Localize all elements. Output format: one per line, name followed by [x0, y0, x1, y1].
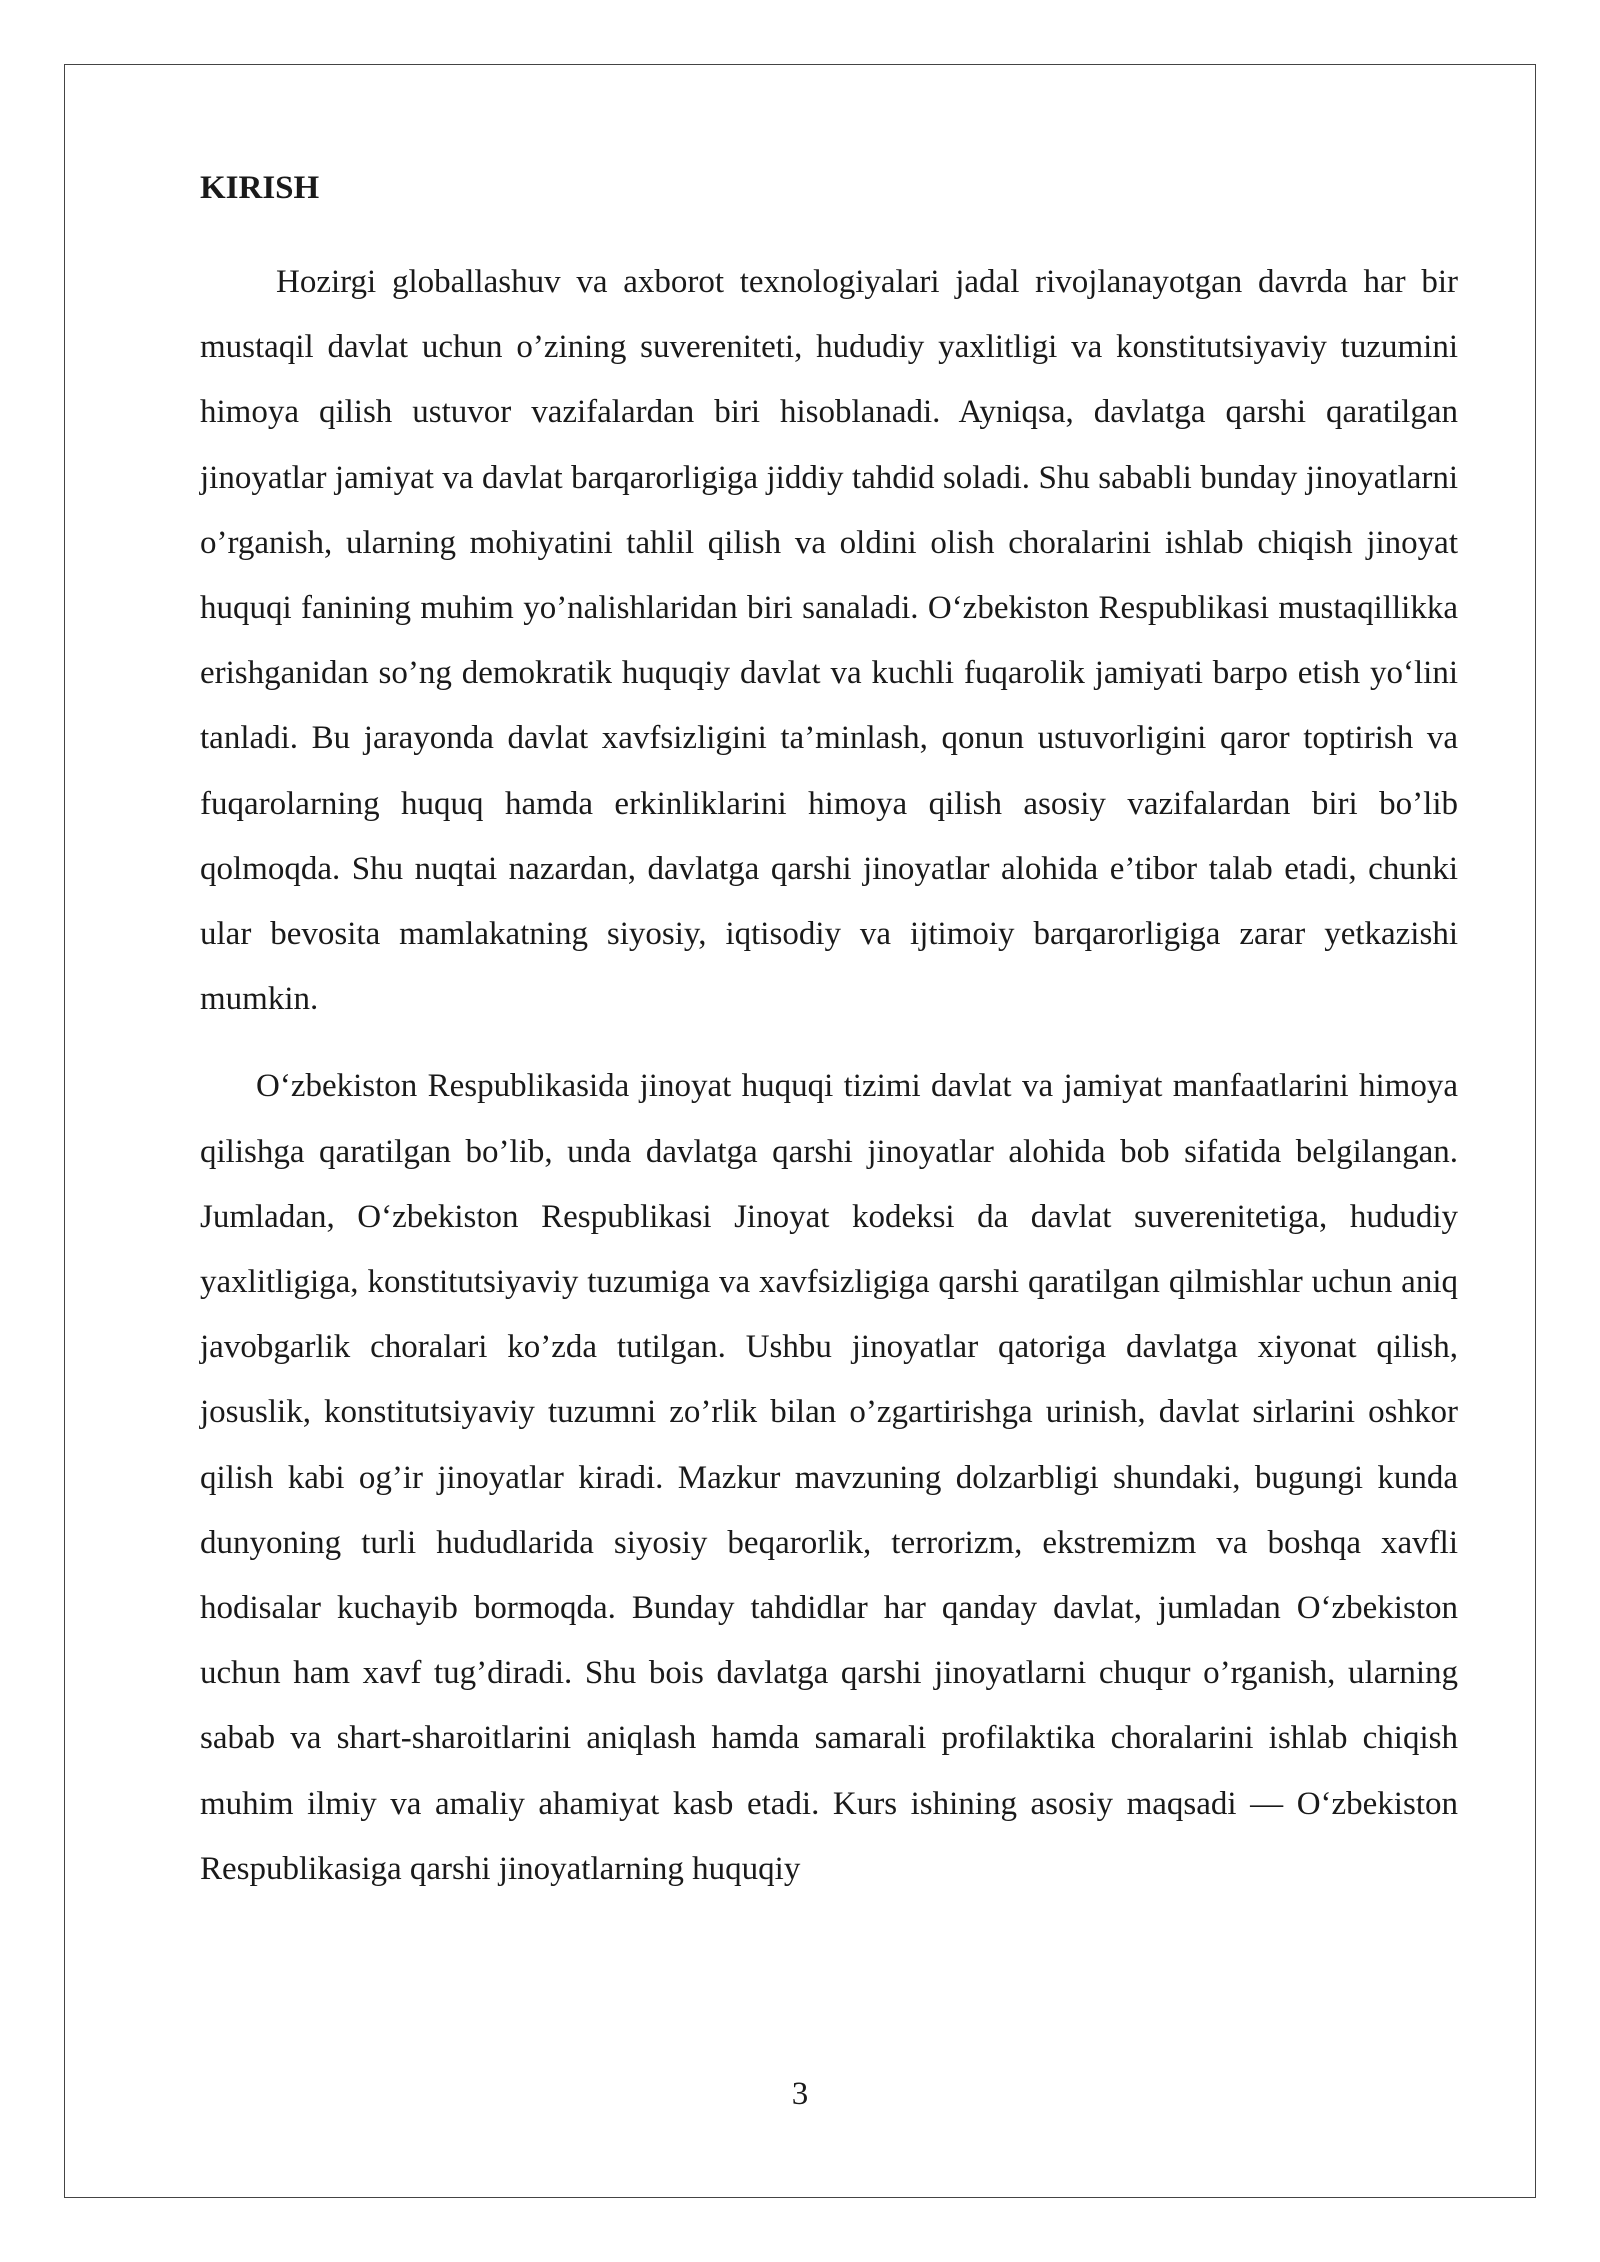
page-number: 3 — [791, 2076, 809, 2112]
paragraph-1: Hozirgi globallashuv va axborot texnologiyalari jadal rivojlanayotgan davrda har bir mustaqil davlat uchun o’zining suvereniteti, hududiy yaxlitligi va konstitutsiyaviy tuzumini himoya qilish ustuvor vazifalardan biri hisoblanadi. Ayniqsa, davlatga qarshi qaratilgan jinoyatlar jamiyat va davlat barqarorligiga jiddiy tahdid soladi. Shu sababli bunday jinoyatlarni o’rganish, ularning mohiyatini tahlil qilish va oldini olish choralarini ishlab chiqish jinoyat huquqi fanining muhim yo’nalishlaridan biri sanaladi. O‘zbekiston Respublikasi mustaqillikka erishganidan so’ng demokratik huquqiy davlat va kuchli fuqarolik jamiyati barpo etish yo‘lini tanladi. Bu jarayonda davlat xavfsizligini ta’minlash, qonun ustuvorligini qaror toptirish va fuqarolarning huquq hamda erkinliklarini himoya qilish asosiy vazifalardan biri bo’lib qolmoqda. Shu nuqtai nazardan, davlatga qarshi jinoyatlar alohida e’tibor talab etadi, chunki ular bevosita mamlakatning siyosiy, iqtisodiy va ijtimoiy barqarorligiga zarar yetkazishi mumkin. — [200, 264, 1458, 1018]
document-body — [200, 166, 1458, 1902]
section-heading: KIRISH — [200, 170, 320, 206]
paragraph-2: O‘zbekiston Respublikasida jinoyat huquqi tizimi davlat va jamiyat manfaatlarini himoya qilishga qaratilgan bo’lib, unda davlatga qarshi jinoyatlar alohida bob sifatida belgilangan. Jumladan, O‘zbekiston Respublikasi Jinoyat kodeksi da davlat suverenitetiga, hududiy yaxlitligiga, konstitutsiyaviy tuzumiga va xavfsizligiga qarshi qaratilgan qilmishlar uchun aniq javobgarlik choralari ko’zda tutilgan. Ushbu jinoyatlar qatoriga davlatga xiyonat qilish, josuslik, konstitutsiyaviy tuzumni zo’rlik bilan o’zgartirishga urinish, davlat sirlarini oshkor qilish kabi og’ir jinoyatlar kiradi. Mazkur mavzuning dolzarbligi shundaki, bugungi kunda dunyoning turli hududlarida siyosiy beqarorlik, terrorizm, ekstremizm va boshqa xavfli hodisalar kuchayib bormoqda. Bunday tahdidlar har qanday davlat, jumladan O‘zbekiston uchun ham xavf tug’diradi. Shu bois davlatga qarshi jinoyatlarni chuqur o’rganish, ularning sabab va shart-sharoitlarini aniqlash hamda samarali profilaktika choralarini ishlab chiqish muhim ilmiy va amaliy ahamiyat kasb etadi. Kurs ishining asosiy maqsadi — O‘zbekiston Respublikasiga qarshi jinoyatlarning huquqiy — [200, 1068, 1458, 1887]
